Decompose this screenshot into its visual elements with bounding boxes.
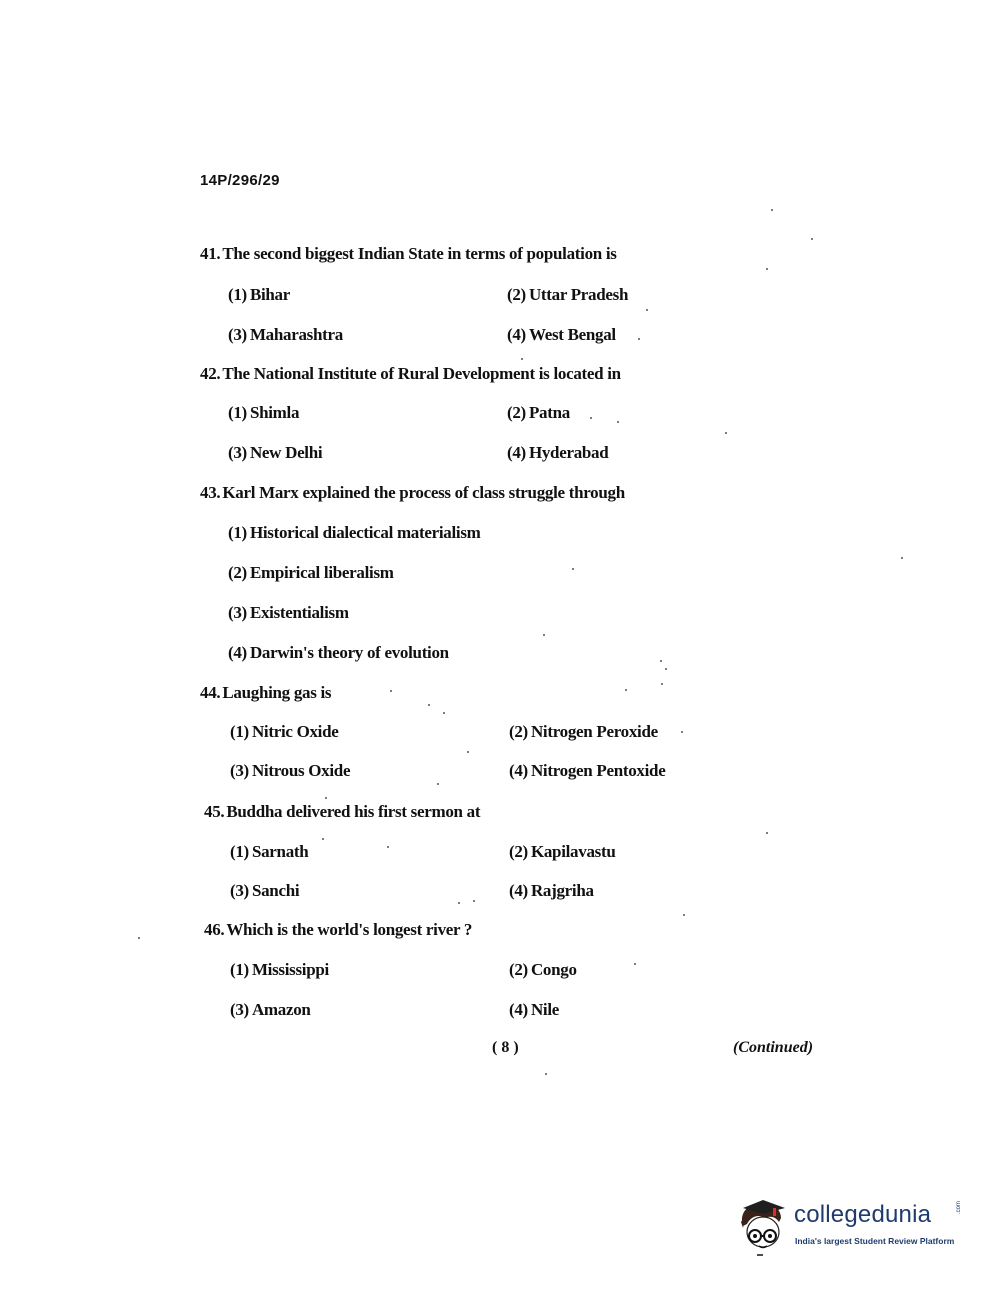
- option-text: Patna: [528, 403, 570, 422]
- option-text: Existentialism: [249, 603, 349, 622]
- option-number: (4): [509, 881, 528, 900]
- option-number: (4): [509, 761, 528, 780]
- option-number: (4): [507, 443, 526, 462]
- option-number: (1): [230, 960, 249, 979]
- option-text: Congo: [530, 960, 577, 979]
- question-text: The second biggest Indian State in terms of population is: [222, 244, 617, 263]
- option-number: (3): [228, 603, 247, 622]
- option-42-3: [228, 443, 322, 463]
- question-text: Which is the world's longest river ?: [226, 920, 473, 939]
- option-46-4: [509, 1000, 559, 1020]
- option-number: (1): [228, 523, 247, 542]
- option-text: Hyderabad: [528, 443, 609, 462]
- option-number: (1): [230, 842, 249, 861]
- option-41-4: [507, 325, 616, 345]
- option-number: (1): [230, 722, 249, 741]
- option-text: Mississippi: [251, 960, 329, 979]
- option-number: (2): [509, 842, 528, 861]
- option-44-3: [230, 761, 350, 781]
- option-text: Maharashtra: [249, 325, 343, 344]
- option-text: Shimla: [249, 403, 300, 422]
- option-41-3: [228, 325, 343, 345]
- option-number: (3): [230, 1000, 249, 1019]
- option-46-1: [230, 960, 329, 980]
- option-number: (2): [507, 285, 526, 304]
- option-number: (3): [230, 881, 249, 900]
- question-text: Karl Marx explained the process of class struggle through: [222, 483, 625, 502]
- question-number: 44.: [200, 683, 221, 702]
- option-text: Nitrous Oxide: [251, 761, 351, 780]
- option-text: Empirical liberalism: [249, 563, 394, 582]
- option-number: (1): [228, 403, 247, 422]
- option-text: Kapilavastu: [530, 842, 616, 861]
- collegedunia-logo: [735, 1196, 965, 1266]
- option-46-3: [230, 1000, 311, 1020]
- option-number: (4): [509, 1000, 528, 1019]
- question-text: The National Institute of Rural Development is located in: [222, 364, 621, 383]
- option-text: Darwin's theory of evolution: [249, 643, 449, 662]
- option-text: New Delhi: [249, 443, 323, 462]
- option-text: Nile: [530, 1000, 560, 1019]
- option-text: Nitric Oxide: [251, 722, 339, 741]
- option-45-1: [230, 842, 308, 862]
- question-43: [200, 483, 625, 503]
- option-text: Bihar: [249, 285, 290, 304]
- option-text: Nitrogen Pentoxide: [530, 761, 666, 780]
- option-44-2: [509, 722, 658, 742]
- logo-domain-suffix: .com: [956, 1200, 962, 1214]
- option-42-4: [507, 443, 608, 463]
- question-text: Laughing gas is: [222, 683, 332, 702]
- question-number: 41.: [200, 244, 221, 263]
- option-42-2: [507, 403, 570, 423]
- option-text: Historical dialectical materialism: [249, 523, 481, 542]
- continued-label: (Continued): [733, 1039, 814, 1056]
- option-45-2: [509, 842, 616, 862]
- question-46: [204, 920, 472, 940]
- question-44: [200, 683, 331, 703]
- option-number: (2): [507, 403, 526, 422]
- logo-tagline: India's largest Student Review Platform: [795, 1236, 955, 1246]
- option-number: (4): [228, 643, 247, 662]
- option-text: Rajgriha: [530, 881, 594, 900]
- question-number: 43.: [200, 483, 221, 502]
- question-number: 42.: [200, 364, 221, 383]
- option-42-1: [228, 403, 299, 423]
- option-text: Uttar Pradesh: [528, 285, 629, 304]
- option-number: (3): [228, 443, 247, 462]
- option-46-2: [509, 960, 577, 980]
- question-number: 45.: [204, 802, 225, 821]
- option-44-1: [230, 722, 339, 742]
- mascot-logo-icon: [735, 1196, 791, 1256]
- option-43-4: [228, 643, 449, 663]
- option-number: (4): [507, 325, 526, 344]
- logo-wordmark: collegedunia: [794, 1201, 932, 1228]
- option-41-2: [507, 285, 628, 305]
- paper-code: 14P/296/29: [200, 172, 280, 189]
- option-43-1: [228, 523, 481, 543]
- option-text: Sarnath: [251, 842, 309, 861]
- option-text: West Bengal: [528, 325, 616, 344]
- option-number: (3): [230, 761, 249, 780]
- option-45-4: [509, 881, 594, 901]
- question-42: [200, 364, 621, 384]
- option-44-4: [509, 761, 665, 781]
- option-text: Amazon: [251, 1000, 311, 1019]
- question-45: [204, 802, 480, 822]
- option-45-3: [230, 881, 299, 901]
- option-number: (2): [228, 563, 247, 582]
- option-number: (3): [228, 325, 247, 344]
- option-text: Sanchi: [251, 881, 300, 900]
- option-text: Nitrogen Peroxide: [530, 722, 658, 741]
- question-41: [200, 244, 617, 264]
- option-41-1: [228, 285, 290, 305]
- option-43-3: [228, 603, 349, 623]
- option-number: (2): [509, 722, 528, 741]
- question-text: Buddha delivered his first sermon at: [226, 802, 481, 821]
- question-number: 46.: [204, 920, 225, 939]
- option-number: (2): [509, 960, 528, 979]
- page-number: ( 8 ): [492, 1039, 519, 1056]
- option-number: (1): [228, 285, 247, 304]
- option-43-2: [228, 563, 394, 583]
